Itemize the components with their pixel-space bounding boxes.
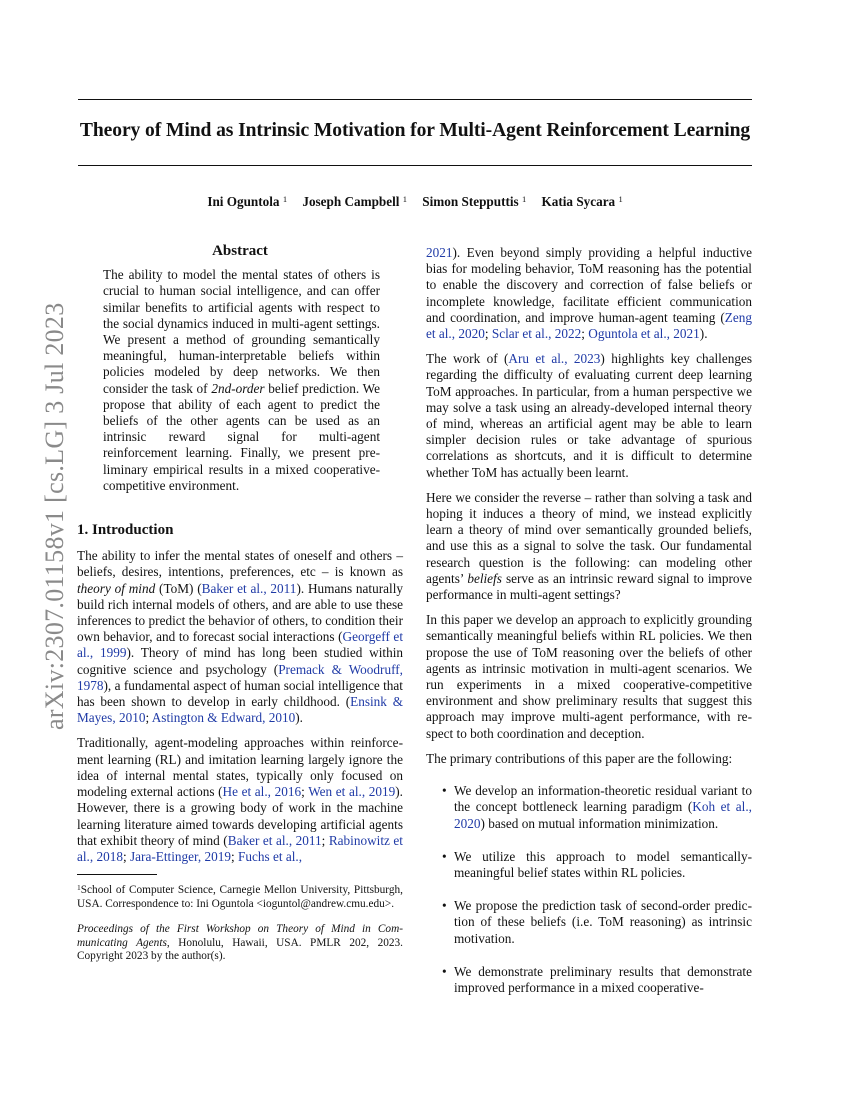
body-paragraph: The work of (Aru et al., 2023) highlights key challenges regarding the difficulty of evaluating current deep learning ToM approaches. In particular, from a human perspective we may solve a task using an already-developed internal theory of mind, whereas an artificial agent may be able to learn simpler decision rules or take advantage of spurious correlations as shortcuts, and it is difficult to determine whether ToM has actually been learnt.: [426, 351, 753, 480]
list-item: • We demonstrate preliminary results that demonstrate improved performance in a mixed cooperative-: [442, 963, 752, 995]
bullet-icon: •: [442, 783, 447, 799]
arxiv-watermark: arXiv:2307.01158v1 [cs.LG] 3 Jul 2023: [40, 302, 69, 730]
list-item: • We utilize this approach to model semantically-meaningful belief states within RL policies.: [442, 848, 752, 880]
bullet-icon: •: [442, 898, 447, 914]
citation-link[interactable]: Fuchs et al.,: [238, 848, 303, 864]
citation-link[interactable]: Baker et al., 2011: [227, 832, 322, 848]
proceedings-note: Proceedings of the First Workshop on Theory of Mind in Communicating Agents, Honolulu, Hawaii, USA. PMLR 202, 2023. Copyright 2023 by the author(s).: [77, 923, 403, 963]
citation-link[interactable]: He et al., 2016: [222, 784, 302, 800]
author-list: [60, 194, 770, 210]
body-paragraph: 2021). Even beyond simply providing a helpful inductive bias for modeling behavior, ToM reasoning has the potential to enable the discovery and correction of false beliefs or incomplete knowledge, facilitate efficient communication and coordination, and improve human-agent teaming (Zeng et al., 2020; Sclar et al., 2022; Oguntola et al., 2021).: [426, 245, 752, 342]
intro-paragraph-1: The ability to infer the mental states of oneself and others – beliefs, desires, intentions, preferences, etc – is known as theory of mind (ToM) (Baker et al., 2011). Humans naturally build rich internal models of others, and are able to use these inferences to predict the behavior of others, to condition their own behavior, and to forecast social interactions (Georgeff et al., 1999). Theory of mind has long been studied within cognitive science and psychology (Premack & Woodruff, 1978), a fundamental aspect of human social intelligence that has been shown to develop in early childhood. (Ensink & Mayes, 2010; Astington & Edward, 2010).: [77, 548, 404, 726]
bullet-icon: •: [442, 963, 447, 979]
citation-link[interactable]: Aru et al., 2023: [508, 351, 601, 367]
affiliation-footnote: $^1$School of Computer Science, Carnegie Mellon University, Pittsburgh, USA. Correspondence to: Ini Oguntola <ioguntol@andrew.cmu.edu>.: [77, 883, 403, 910]
citation-link[interactable]: Premack & Woodruff, 1978: [77, 661, 403, 693]
citation-link[interactable]: Astington & Edward, 2010: [151, 710, 296, 726]
bullet-icon: •: [442, 848, 447, 864]
paper-title: Theory of Mind as Intrinsic Motivation for Multi-Agent Reinforcement Learning: [79, 120, 751, 141]
title-bottom-rule: [78, 165, 752, 166]
citation-link[interactable]: Koh et al., 2020: [454, 799, 752, 831]
author: Ini Oguntola $^1$: [207, 194, 288, 209]
introduction-heading: 1. Introduction: [77, 522, 174, 539]
right-column: [426, 245, 752, 1013]
citation-link[interactable]: Zeng et al., 2020: [426, 309, 752, 342]
citation-link[interactable]: Wen et al., 2019: [308, 784, 396, 800]
citation-link[interactable]: Baker et al., 2011: [201, 580, 297, 596]
citation-link[interactable]: Oguntola et al., 2021: [588, 326, 700, 342]
citation-link[interactable]: Ensink & Mayes, 2010: [77, 694, 403, 726]
author: Simon Stepputtis $^1$: [422, 194, 527, 209]
author: Katia Sycara $^1$: [541, 194, 623, 209]
title-top-rule: [78, 99, 752, 100]
body-paragraph: Here we consider the reverse – rather than solving a task and hoping it induces a theory of mind, we instead explicitly learn a theory of mind over semantically grounded beliefs, and use this as a signal to solve the task. Our fundamental research question is the following: can modeling other agents’ beliefs serve as an intrinsic reward signal to improve performance in multi-agent settings?: [426, 489, 752, 603]
citation-link[interactable]: Sclar et al., 2022: [491, 326, 582, 342]
list-item: • We develop an information-theoretic residual variant to the concept bottleneck learning paradigm (Koh et al., 2020) based on mutual information minimization.: [442, 783, 752, 831]
citation-link[interactable]: Georgeff et al., 1999: [77, 629, 403, 661]
contributions-list: [426, 783, 752, 996]
abstract-text: The ability to model the mental states of others is crucial to human social intelligence, and can offer similar benefits to artificial agents with respect to the social dynamics induced in multi-agent settings. We present a method of grounding semantically meaningful, human-interpretable beliefs within policies modeled by deep networks. We then consider the task of 2nd-order belief prediction. We propose that ability of each agent to predict the beliefs of the other agents can be used as an intrinsic reward signal for multi-agent reinforcement learning. Finally, we present preliminary empirical results in a mixed cooperative-competitive environment.: [103, 267, 380, 493]
intro-paragraph-2: Traditionally, agent-modeling approaches within reinforcement learning (RL) and imitation learning largely ignore the idea of internal mental states, typically only focused on modeling external actions (He et al., 2016; Wen et al., 2019). However, there is a growing body of work in the machine learning literature aimed towards developing artificial agents that exhibit theory of mind (Baker et al., 2011; Rabinowitz et al., 2018; Jara-Ettinger, 2019; Fuchs et al.,: [77, 735, 403, 864]
left-column: [77, 240, 403, 964]
list-item: • We propose the prediction task of second-order prediction of these beliefs (i.e. ToM reasoning) as intrinsic motivation.: [442, 898, 752, 946]
body-paragraph: In this paper we develop an approach to explicitly grounding semantically meaningful beliefs within RL policies. We then propose the use of ToM reasoning over the beliefs of other agents as intrinsic motivation in multi-agent scenarios. We run experiments in a mixed cooperative-competitive environment and show preliminary results that suggest this approach may improve multi-agent performance, with respect to both coordination and deception.: [426, 612, 752, 741]
citation-link[interactable]: 2021: [426, 245, 453, 260]
contributions-intro: The primary contributions of this paper are the following:: [426, 750, 733, 766]
citation-link[interactable]: Rabinowitz et al., 2018: [77, 832, 403, 864]
author: Joseph Campbell $^1$: [302, 194, 407, 209]
footnote-divider: [77, 874, 157, 875]
citation-link[interactable]: Jara-Ettinger, 2019: [130, 848, 232, 864]
abstract-heading: Abstract: [212, 243, 268, 259]
